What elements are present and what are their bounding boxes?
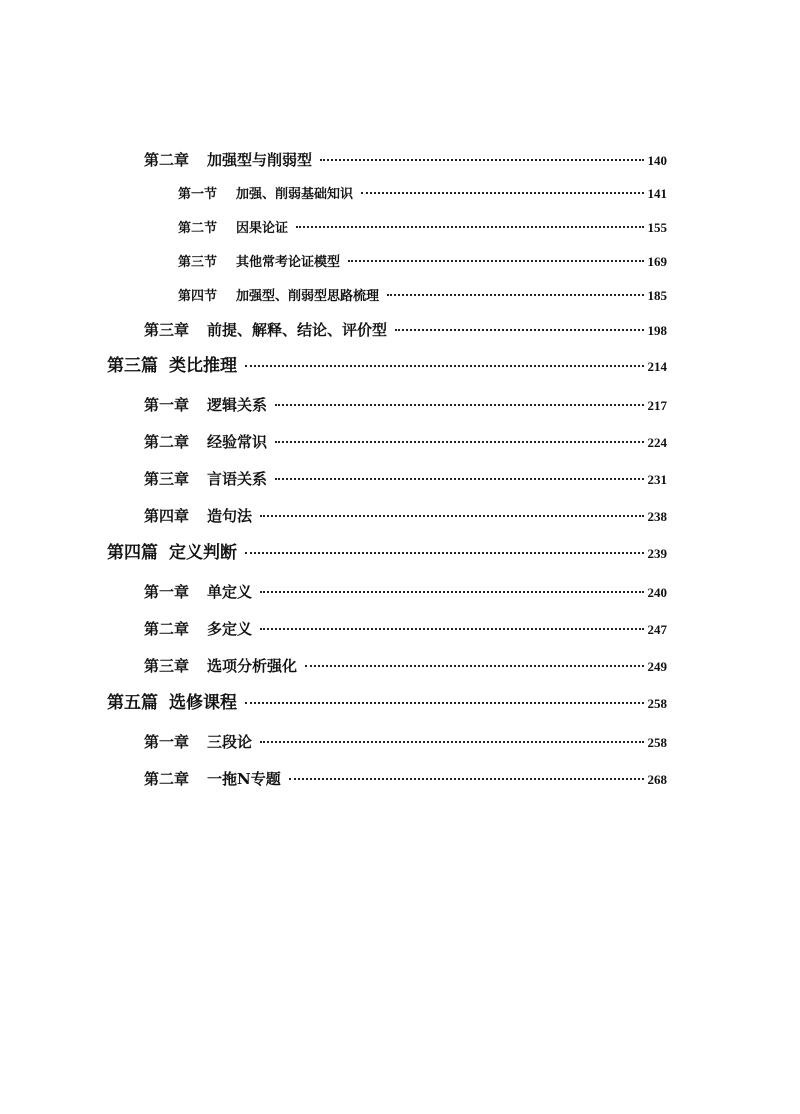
toc-entry-chapter[interactable] [144, 393, 667, 417]
entry-page-number: 198 [647, 323, 667, 338]
toc-entry-chapter[interactable] [144, 318, 667, 342]
dot-leader [395, 329, 643, 331]
entry-page-number: 268 [647, 772, 667, 787]
dot-leader [387, 294, 643, 296]
entry-page-number: 224 [647, 435, 667, 450]
entry-page-number: 238 [647, 509, 667, 524]
dot-leader [260, 515, 643, 517]
entry-title: 单定义 [207, 583, 253, 601]
entry-number: 第四篇 [107, 543, 158, 563]
entry-page-number: 214 [647, 359, 667, 374]
entry-page-number: 185 [647, 288, 667, 303]
dot-leader [275, 478, 643, 480]
entry-page-number: 169 [647, 254, 667, 269]
toc-entry-chapter[interactable] [144, 430, 667, 454]
entry-title: 其他常考论证模型 [236, 255, 341, 270]
entry-title: 定义判断 [169, 543, 237, 563]
toc-entry-chapter[interactable] [144, 504, 667, 528]
toc-entry-chapter[interactable] [144, 580, 667, 604]
entry-number: 第一章 [144, 396, 190, 414]
entry-number: 第二章 [144, 433, 190, 451]
entry-number: 第四章 [144, 507, 190, 525]
dot-leader [260, 741, 643, 743]
entry-page-number: 240 [647, 585, 667, 600]
entry-title: 言语关系 [207, 470, 268, 488]
entry-title: 造句法 [207, 507, 253, 525]
entry-number: 第三章 [144, 470, 190, 488]
entry-number: 第三节 [178, 255, 218, 270]
dot-leader [260, 591, 643, 593]
entry-title: 选项分析强化 [207, 657, 298, 675]
toc-entry-section[interactable] [178, 284, 667, 308]
entry-number: 第二章 [144, 620, 190, 638]
entry-page-number: 140 [647, 153, 667, 168]
entry-number: 第一章 [144, 583, 190, 601]
entry-title: 加强型、削弱型思路梳理 [236, 289, 380, 304]
entry-number: 第四节 [178, 289, 218, 304]
entry-title: 三段论 [207, 733, 253, 751]
entry-title: 经验常识 [207, 433, 268, 451]
toc-entry-part[interactable] [107, 354, 667, 378]
toc-entry-chapter[interactable] [144, 730, 667, 754]
dot-leader [245, 702, 644, 704]
entry-page-number: 217 [647, 398, 667, 413]
entry-number: 第一节 [178, 187, 218, 202]
toc-entry-chapter[interactable] [144, 467, 667, 491]
entry-title: 类比推理 [169, 356, 237, 376]
entry-page-number: 239 [647, 546, 667, 561]
toc-entry-part[interactable] [107, 691, 667, 715]
entry-page-number: 155 [647, 220, 667, 235]
entry-title: 前提、解释、结论、评价型 [207, 321, 388, 339]
toc-entry-part[interactable] [107, 541, 667, 565]
entry-number: 第一章 [144, 733, 190, 751]
entry-page-number: 247 [647, 622, 667, 637]
entry-title: 一拖N专题 [207, 770, 281, 788]
entry-page-number: 141 [647, 186, 667, 201]
entry-title: 选修课程 [169, 693, 237, 713]
entry-title: 逻辑关系 [207, 396, 268, 414]
toc-entry-section[interactable] [178, 216, 667, 240]
entry-number: 第三章 [144, 321, 190, 339]
toc-entry-chapter[interactable] [144, 767, 667, 791]
dot-leader [260, 628, 643, 630]
entry-title: 加强型与削弱型 [207, 151, 313, 169]
dot-leader [289, 778, 644, 780]
entry-title: 加强、削弱基础知识 [236, 187, 354, 202]
entry-page-number: 258 [647, 696, 667, 711]
dot-leader [320, 159, 643, 161]
dot-leader [361, 192, 643, 194]
toc-entry-chapter[interactable] [144, 617, 667, 641]
toc-entry-section[interactable] [178, 250, 667, 274]
dot-leader [296, 226, 643, 228]
entry-page-number: 249 [647, 659, 667, 674]
toc-entry-chapter[interactable] [144, 148, 667, 172]
entry-page-number: 231 [647, 472, 667, 487]
entry-number: 第二章 [144, 770, 190, 788]
toc-entry-chapter[interactable] [144, 654, 667, 678]
dot-leader [305, 665, 643, 667]
dot-leader [275, 404, 643, 406]
toc-entry-section[interactable] [178, 182, 667, 206]
dot-leader [275, 441, 643, 443]
entry-number: 第三篇 [107, 356, 158, 376]
entry-title: 因果论证 [236, 221, 289, 236]
entry-title: 多定义 [207, 620, 253, 638]
dot-leader [245, 552, 644, 554]
entry-number: 第五篇 [107, 693, 158, 713]
entry-number: 第二节 [178, 221, 218, 236]
entry-number: 第二章 [144, 151, 190, 169]
entry-number: 第三章 [144, 657, 190, 675]
entry-page-number: 258 [647, 735, 667, 750]
dot-leader [245, 365, 644, 367]
dot-leader [348, 260, 643, 262]
